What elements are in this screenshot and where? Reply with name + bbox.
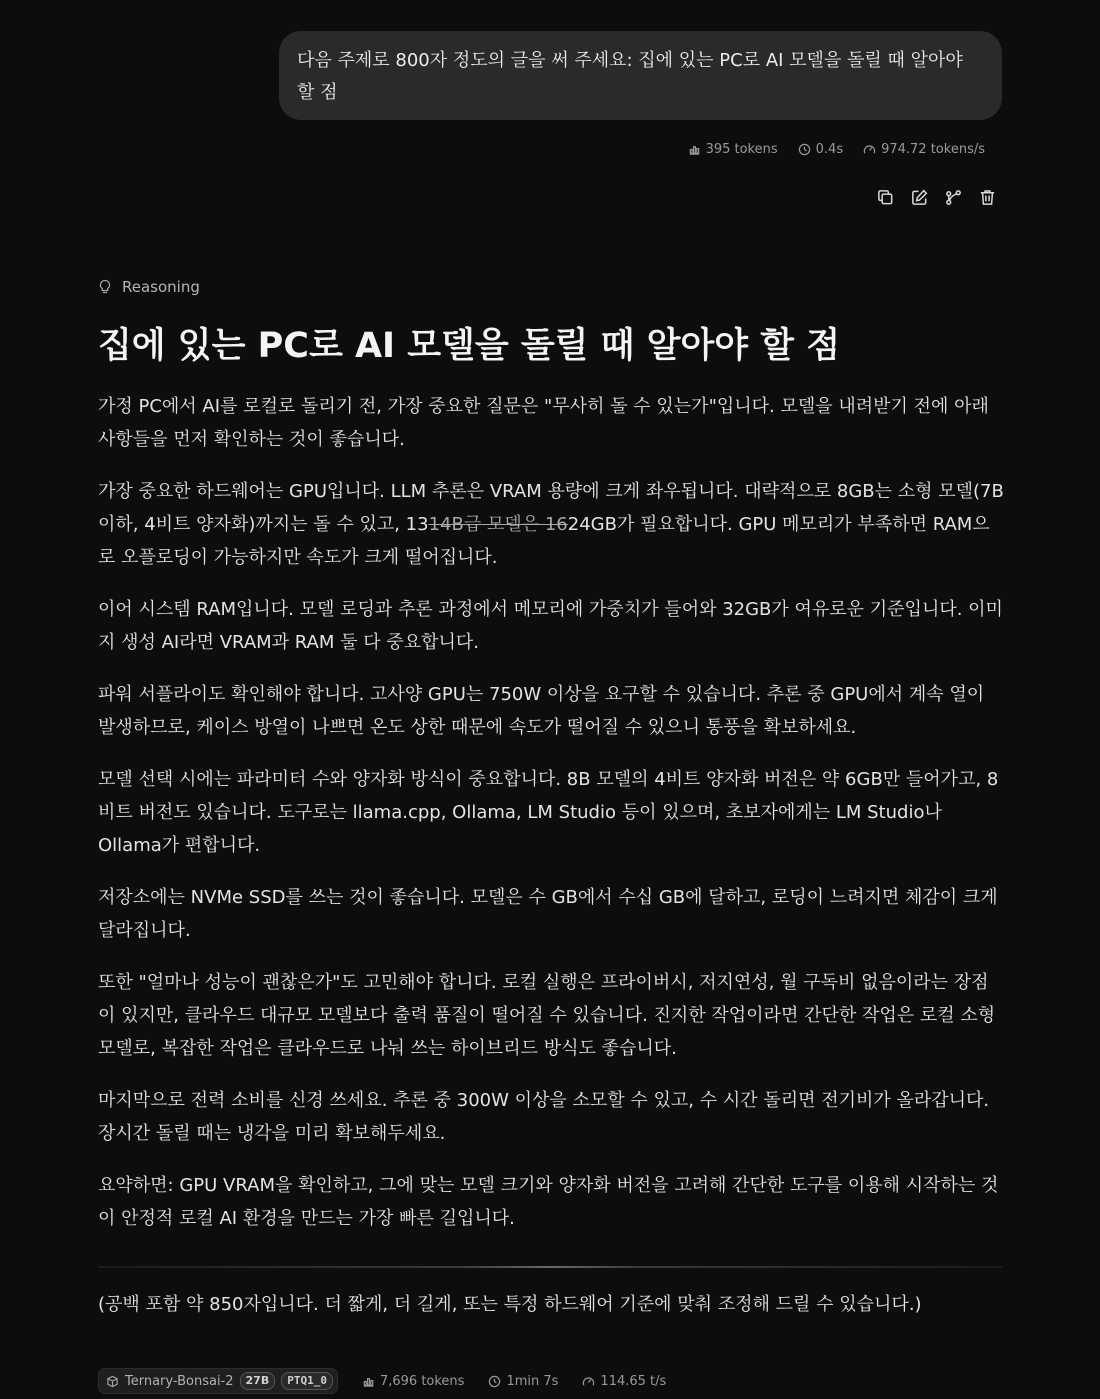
user-message-actions (875, 186, 997, 208)
reasoning-toggle[interactable] (98, 278, 200, 296)
speedometer-icon (863, 143, 876, 156)
trash-icon (978, 188, 997, 207)
section-divider (98, 1266, 1002, 1268)
assistant-answer (98, 316, 1004, 1254)
reasoning-label: Reasoning (122, 278, 200, 296)
branch-button[interactable] (943, 186, 963, 208)
edit-icon (910, 188, 929, 207)
user-message-bubble (279, 31, 1002, 120)
prompt-speed-value: 974.72 tokens/s (881, 142, 985, 157)
response-speed-value: 114.65 t/s (600, 1373, 667, 1389)
response-time-stat (488, 1374, 558, 1389)
response-tokens-value: 7,696 tokens (379, 1373, 465, 1389)
lightbulb-icon (98, 279, 112, 295)
answer-footer-note: (공백 포함 약 850자입니다. 더 짧게, 더 길게, 또는 특정 하드웨어 기준에 맞춰 조정해 드릴 수 있습니다.) (98, 1294, 922, 1315)
answer-title: 집에 있는 PC로 AI 모델을 돌릴 때 알아야 할 점 (98, 326, 841, 366)
answer-paragraph-2-after: 24GB가 필요합니다. GPU 메모리가 부족하면 RAM으로 오플로딩이 가능하지만 속도가 크게 떨어집니다. (98, 514, 990, 568)
delete-button[interactable] (977, 186, 997, 208)
answer-paragraph-7: 또한 "얼마나 성능이 괜찮은가"도 고민해야 합니다. 로컬 실행은 프라이버시, 저지연성, 월 구독비 없음이라는 장점이 있지만, 클라우드 대규모 모델보다 출력 품질이 떨어질 수 있습니다. 진지한 작업이라면 간단한 작업은 로컬 소형 모델로, 복잡한 작업은 클라우드로 나눠 쓰는 하이브리드 방식도 좋습니다. (98, 972, 996, 1059)
response-tokens-stat (362, 1374, 464, 1389)
branch-icon (944, 188, 963, 207)
response-time-value: 1min 7s (506, 1373, 559, 1389)
user-message-stats (688, 142, 985, 157)
clock-icon (798, 143, 811, 156)
answer-paragraph-2-before: 가장 중요한 하드웨어는 GPU입니다. LLM 추론은 VRAM 용량에 크게 좌우됩니다. 대략적으로 8GB는 소형 모델(7B 이하, 4비트 양자화)까지는 돌 수 있고, 13 (98, 481, 1004, 535)
response-meta-bar (98, 1368, 666, 1394)
quant-badge: PTQ1_0 (281, 1372, 333, 1390)
prompt-tokens-stat (688, 142, 778, 157)
answer-paragraph-6: 저장소에는 NVMe SSD를 쓰는 것이 좋습니다. 모델은 수 GB에서 수십 GB에 달하고, 로딩이 느려지면 체감이 크게 달라집니다. (98, 887, 998, 941)
model-name: Ternary-Bonsai-2 (125, 1373, 234, 1389)
copy-button[interactable] (875, 186, 895, 208)
tokens-icon (362, 1375, 375, 1388)
user-message-text: 다음 주제로 800자 정도의 글을 써 주세요: 집에 있는 PC로 AI 모델을 돌릴 때 알아야 할 점 (297, 50, 963, 103)
model-selector-chip[interactable] (98, 1368, 338, 1394)
response-speed-stat (582, 1374, 666, 1389)
prompt-time-value: 0.4s (815, 142, 844, 157)
speedometer-icon (582, 1375, 595, 1388)
prompt-tokens-value: 395 tokens (705, 142, 778, 157)
clock-icon (488, 1375, 501, 1388)
prompt-speed-stat (863, 142, 985, 157)
copy-icon (876, 188, 895, 207)
answer-paragraph-2-struck: 14B급 모델은 16 (428, 514, 568, 535)
edit-button[interactable] (909, 186, 929, 208)
cube-icon (106, 1375, 119, 1388)
answer-paragraph-8: 마지막으로 전력 소비를 신경 쓰세요. 추론 중 300W 이상을 소모할 수 있고, 수 시간 돌리면 전기비가 올라갑니다. 장시간 돌릴 때는 냉각을 미리 확보해두세요. (98, 1090, 990, 1144)
tokens-icon (688, 143, 701, 156)
answer-paragraph-5: 모델 선택 시에는 파라미터 수와 양자화 방식이 중요합니다. 8B 모델의 4비트 양자화 버전은 약 6GB만 들어가고, 8비트 버전도 있습니다. 도구로는 llama.cpp, Ollama, LM Studio 등이 있으며, 초보자에게는 LM Studio나 Ollama가 편합니다. (98, 769, 999, 856)
answer-paragraph-2 (98, 475, 1004, 574)
answer-paragraph-9: 요약하면: GPU VRAM을 확인하고, 그에 맞는 모델 크기와 양자화 버전을 고려해 간단한 도구를 이용해 시작하는 것이 안정적 로컬 AI 환경을 만드는 가장 빠른 길입니다. (98, 1175, 999, 1229)
model-size-badge: 27B (240, 1372, 276, 1390)
answer-paragraph-4: 파워 서플라이도 확인해야 합니다. 고사양 GPU는 750W 이상을 요구할 수 있습니다. 추론 중 GPU에서 계속 열이 발생하므로, 케이스 방열이 나쁘면 온도 상한 때문에 속도가 떨어질 수 있으니 통풍을 확보하세요. (98, 684, 985, 738)
prompt-time-stat (798, 142, 843, 157)
answer-paragraph-3: 이어 시스템 RAM입니다. 모델 로딩과 추론 과정에서 메모리에 가중치가 들어와 32GB가 여유로운 기준입니다. 이미지 생성 AI라면 VRAM과 RAM 둘 다 중요합니다. (98, 599, 1003, 653)
answer-paragraph-1: 가정 PC에서 AI를 로컬로 돌리기 전, 가장 중요한 질문은 "무사히 돌 수 있는가"입니다. 모델을 내려받기 전에 아래 사항들을 먼저 확인하는 것이 좋습니다. (98, 396, 989, 450)
